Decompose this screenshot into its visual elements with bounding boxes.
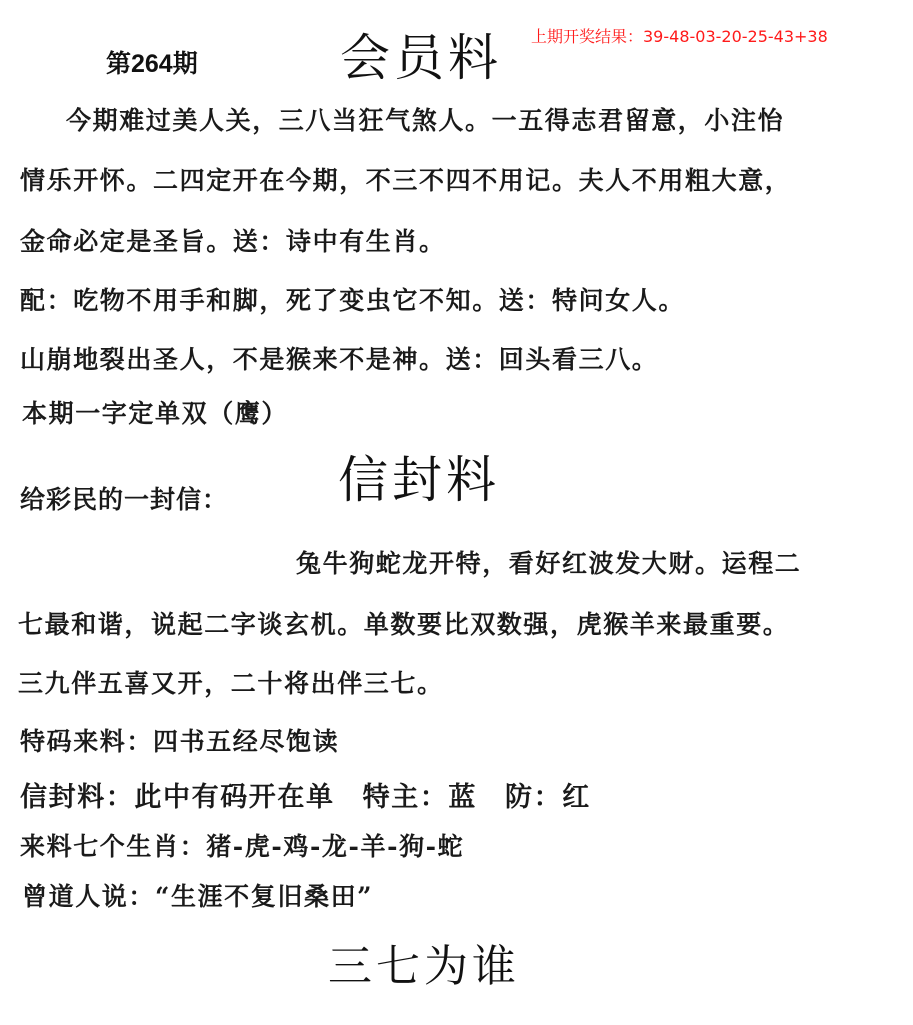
issue-number: 第264期 [106,50,198,78]
letter-intro: 给彩民的一封信： [20,485,229,514]
taoist-saying: 曾道人说：“生涯不复旧桑田” [22,882,374,911]
member-line-3: 金命必定是圣旨。送：诗中有生肖。 [20,227,446,256]
page-title: 会员料 [340,29,502,87]
member-line-6: 本期一字定单双（鹰） [22,399,289,428]
letter-line-2: 七最和谐，说起二字谈玄机。单数要比双数强，虎猴羊来最重要。 [18,610,790,639]
envelope-code-line [20,775,591,814]
envelope-section-title: 信封料 [338,451,500,509]
member-line-5: 山崩地裂出圣人，不是猴来不是神。送：回头看三八。 [20,345,659,374]
letter-line-3: 三九伴五喜又开，二十将出伴三七。 [18,669,444,698]
member-line-2: 情乐开怀。二四定开在今期，不三不四不用记。夫人不用粗大意， [20,166,792,195]
letter-line-1: 兔牛狗蛇龙开特，看好红波发大财。运程二 [296,549,802,578]
envelope-code: 信封料：此中有码开在单 [20,782,335,813]
guard-color: 防：红 [505,782,591,813]
footer-title: 三七为谁 [328,941,520,992]
member-line-4: 配：吃物不用手和脚，死了变虫它不知。送：特问女人。 [20,286,686,315]
member-line-1: 今期难过美人关，三八当狂气煞人。一五得志君留意，小注怡 [66,106,785,135]
special-code-line: 特码来料：四书五经尽饱读 [20,727,340,756]
last-draw-result: 上期开奖结果：39-48-03-20-25-43+38 [531,27,828,46]
main-color: 特主：蓝 [362,782,478,813]
zodiac-list: 来料七个生肖：猪-虎-鸡-龙-羊-狗-蛇 [20,832,465,861]
